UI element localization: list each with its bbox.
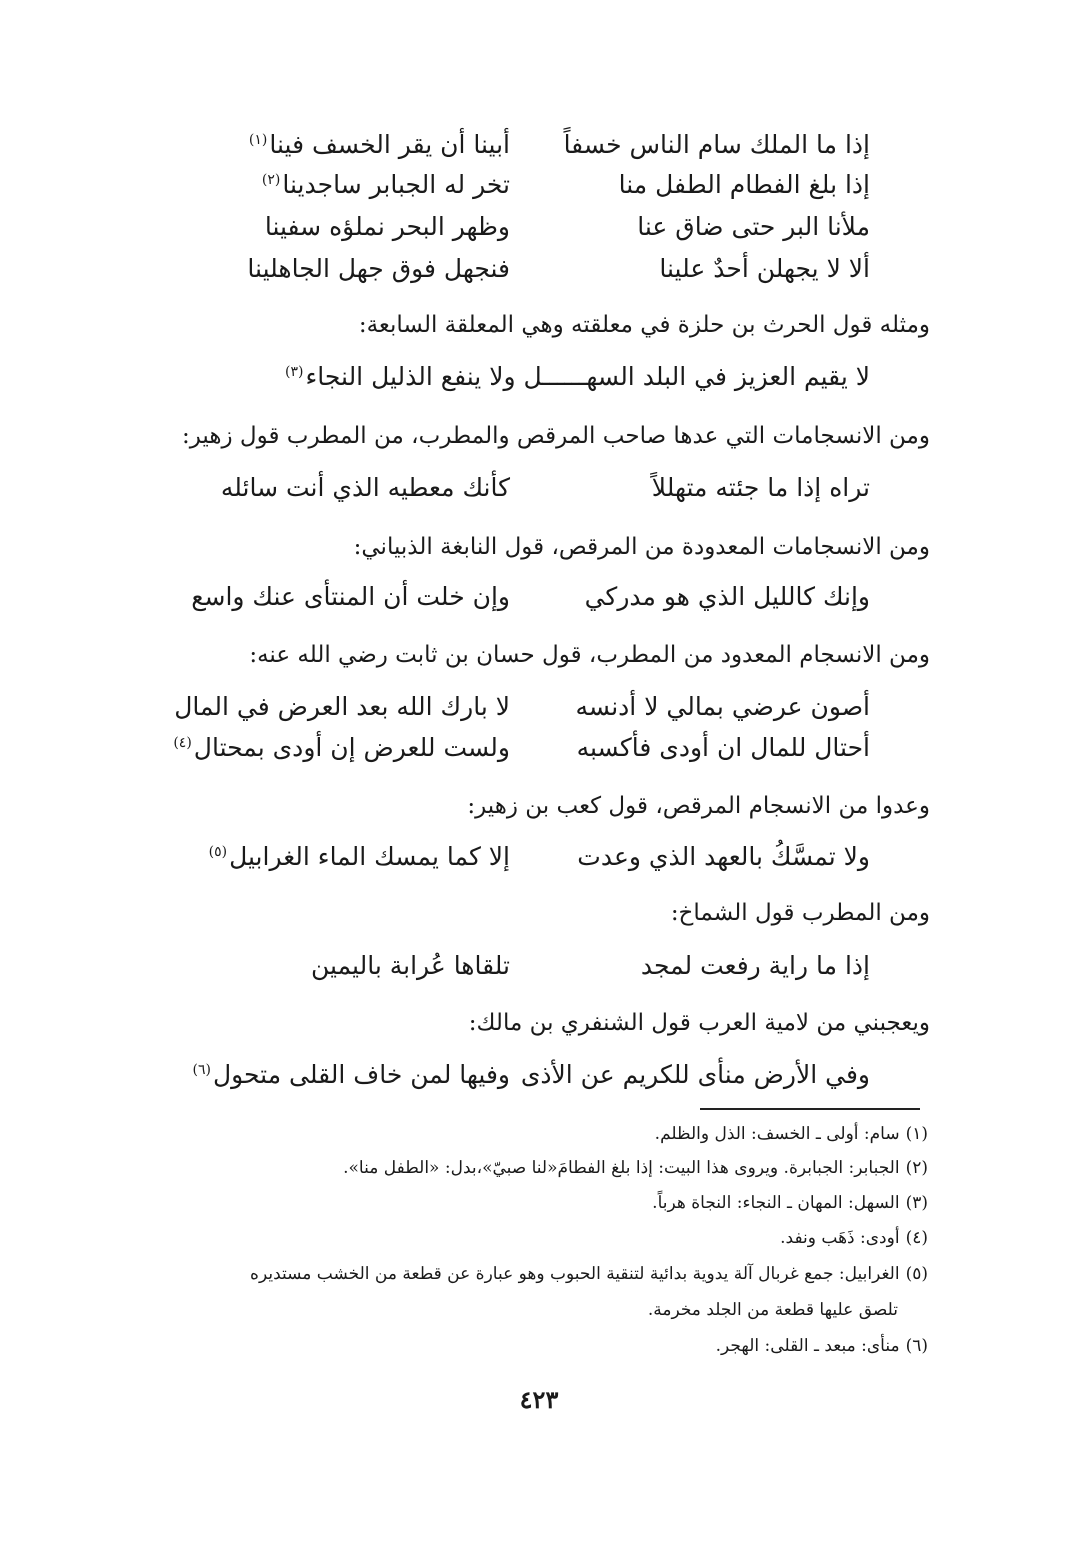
verse-1-second-hemistich bbox=[249, 130, 510, 159]
footnote-text: أودى: ذَهَب ونفد. bbox=[780, 1228, 900, 1248]
footnote-4 bbox=[780, 1228, 928, 1248]
footnote-2 bbox=[343, 1158, 928, 1178]
verse-shanfara-first-hemistich: وفي الأرض منأى للكريم عن الأذى bbox=[520, 1060, 870, 1089]
footnote-number: (١) bbox=[905, 1124, 928, 1144]
footnote-number: (٢) bbox=[905, 1158, 928, 1178]
hemistich-text: إلا كما يمسك الماء الغرابيل bbox=[229, 842, 510, 871]
footnote-text: سام: أولى ـ الخسف: الذل والظلم. bbox=[654, 1124, 900, 1144]
verse-hassan-1-second-hemistich: لا بارك الله بعد العرض في المال bbox=[174, 692, 510, 721]
footnote-6 bbox=[716, 1336, 928, 1356]
footnote-text: منأى: مبعد ـ القلى: الهجر. bbox=[715, 1336, 900, 1356]
prose-nabigha-intro: ومن الانسجامات المعدودة من المرقص، قول النابغة الذبياني: bbox=[353, 534, 930, 560]
verse-2-first-hemistich: إذا بلغ الفطام الطفل منا bbox=[618, 170, 870, 199]
prose-zuhair-intro: ومن الانسجامات التي عدها صاحب المرقص والمطرب، من المطرب قول زهير: bbox=[181, 423, 930, 449]
footnote-number: (٣) bbox=[905, 1193, 928, 1213]
footnote-text: السهل: المهان ـ النجاء: النجاة هرباً. bbox=[652, 1193, 900, 1213]
verse-4-first-hemistich: ألا لا يجهلن أحدٌ علينا bbox=[659, 254, 870, 283]
footnote-text: تلصق عليها قطعة من الجلد مخرمة. bbox=[647, 1300, 898, 1320]
verse-1-first-hemistich: إذا ما الملك سام الناس خسفاً bbox=[563, 130, 870, 159]
footnote-5 bbox=[250, 1264, 928, 1284]
verse-4-second-hemistich: فنجهل فوق جهل الجاهلينا bbox=[247, 254, 510, 283]
verse-hassan-2-first-hemistich: أحتال للمال ان أودى فأكسبه bbox=[576, 733, 870, 762]
footnote-text: الغرابيل: جمع غربال آلة يدوية بدائية لتنقية الحبوب وهو عبارة عن قطعة من الخشب مستديره bbox=[250, 1264, 900, 1284]
prose-shanfara-intro: ويعجبني من لامية العرب قول الشنفري بن مالك: bbox=[468, 1010, 930, 1036]
prose-kaab-intro: وعدوا من الانسجام المرقص، قول كعب بن زهير: bbox=[467, 793, 930, 819]
verse-kaab-second-hemistich bbox=[209, 842, 510, 871]
footnote-3 bbox=[652, 1193, 928, 1213]
prose-hassan-intro: ومن الانسجام المعدود من المطرب، قول حسان بن ثابت رضي الله عنه: bbox=[249, 642, 930, 668]
footnote-marker: (٣) bbox=[285, 363, 304, 380]
page-number: ٤٢٣ bbox=[519, 1385, 559, 1414]
footnote-number: (٤) bbox=[905, 1228, 928, 1248]
verse-text: لا يقيم العزيز في البلد السهــــــل ولا ينفع الذليل النجاء bbox=[305, 362, 870, 391]
verse-kaab-first-hemistich: ولا تمسَّكُ بالعهد الذي وعدت bbox=[577, 842, 870, 871]
verse-zuhair-first-hemistich: تراه إذا ما جئته متهللاً bbox=[651, 473, 870, 502]
hemistich-text: وفيها لمن خاف القلى متحول bbox=[212, 1060, 510, 1089]
footnote-marker: (١) bbox=[248, 131, 268, 148]
verse-nabigha-second-hemistich: وإن خلت أن المنتأى عنك واسع bbox=[191, 582, 510, 611]
verse-nabigha-first-hemistich: وإنك كالليل الذي هو مدركي bbox=[584, 582, 870, 611]
footnote-1 bbox=[655, 1124, 928, 1144]
verse-harith bbox=[285, 362, 870, 391]
footnote-5-continued bbox=[648, 1300, 898, 1320]
footnote-number: (٥) bbox=[905, 1264, 928, 1284]
verse-3-second-hemistich: وظهر البحر نملؤه سفينا bbox=[264, 212, 510, 241]
prose-shammakh-intro: ومن المطرب قول الشماخ: bbox=[670, 900, 930, 926]
footnote-divider bbox=[700, 1108, 920, 1110]
verse-shammakh-second-hemistich: تلقاها عُرابة باليمين bbox=[311, 951, 510, 980]
verse-hassan-2-second-hemistich bbox=[173, 733, 510, 762]
footnote-text: الجبابر: الجبابرة. ويروى هذا البيت: إذا بلغ الفطامَ«لنا صبيّ»،بدل: «الطفل منا». bbox=[343, 1158, 900, 1178]
footnote-number: (٦) bbox=[905, 1336, 928, 1356]
hemistich-text: ولست للعرض إن أودى بمحتال bbox=[193, 733, 510, 762]
hemistich-text: أبينا أن يقر الخسف فينا bbox=[269, 130, 510, 159]
footnote-marker: (٤) bbox=[173, 734, 192, 751]
footnote-marker: (٥) bbox=[208, 843, 228, 860]
verse-3-first-hemistich: ملأنا البر حتى ضاق عنا bbox=[637, 212, 870, 241]
verse-shanfara-second-hemistich bbox=[192, 1060, 510, 1089]
verse-shammakh-first-hemistich: إذا ما راية رفعت لمجد bbox=[640, 951, 870, 980]
verse-2-second-hemistich bbox=[262, 170, 510, 199]
verse-hassan-1-first-hemistich: أصون عرضي بمالي لا أدنسه bbox=[575, 692, 870, 721]
verse-zuhair-second-hemistich: كأنك معطيه الذي أنت سائله bbox=[220, 473, 510, 502]
prose-harith-intro: ومثله قول الحرث بن حلزة في معلقته وهي المعلقة السابعة: bbox=[358, 312, 930, 338]
hemistich-text: تخر له الجبابر ساجدينا bbox=[282, 170, 510, 199]
footnote-marker: (٢) bbox=[261, 171, 281, 188]
footnote-marker: (٦) bbox=[192, 1061, 211, 1078]
